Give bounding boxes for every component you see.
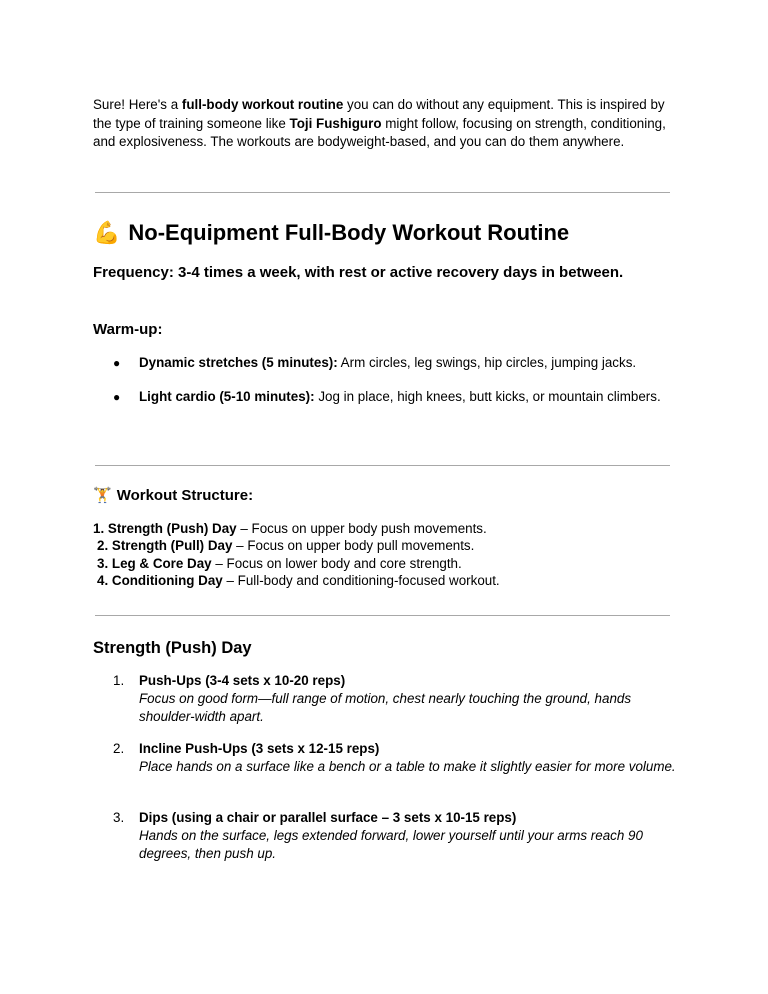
list-item: 3. Leg & Core Day – Focus on lower body and core strength. (97, 555, 462, 571)
flexed-biceps-icon: 💪 (93, 220, 121, 245)
exercise-description: Focus on good form—full range of motion, chest nearly touching the ground, hands shoulder-width apart. (139, 691, 632, 724)
bullet-icon: ● (113, 356, 121, 370)
intro-paragraph (93, 96, 683, 152)
exercise-description: Hands on the surface, legs extended forward, lower yourself until your arms reach 90 degrees, then push up. (139, 828, 643, 861)
workout-structure-title: Workout Structure: (116, 487, 254, 504)
push-day-heading: Strength (Push) Day (93, 639, 252, 657)
intro-text-1: Sure! Here's a (93, 97, 182, 112)
exercise-name: Push-Ups (3-4 sets x 10-20 reps) (139, 673, 346, 688)
list-item (113, 388, 683, 406)
exercise-item (113, 672, 683, 726)
workout-structure-heading (93, 485, 253, 506)
warmup-item-text: Arm circles, leg swings, hip circles, jumping jacks. (337, 355, 637, 370)
warmup-list-2 (113, 388, 683, 406)
divider (95, 465, 670, 466)
bullet-icon: ● (113, 390, 121, 404)
list-item: 1. Strength (Push) Day – Focus on upper body push movements. (93, 521, 487, 536)
frequency-heading: Frequency: 3-4 times a week, with rest or active recovery days in between. (93, 264, 624, 281)
intro-bold-1: full-body workout routine (181, 97, 344, 112)
exercise-description: Place hands on a surface like a bench or a table to make it slightly easier for more volume. (139, 759, 676, 774)
list-item (113, 354, 683, 372)
weightlifter-icon: 🏋 (93, 487, 112, 504)
workout-structure-list (93, 520, 500, 589)
divider (95, 192, 670, 193)
warmup-item-label: Light cardio (5-10 minutes): (139, 389, 315, 404)
list-item (113, 740, 683, 776)
intro-text-2: you can do without any equipment. This is inspired by the type of training someone like (93, 97, 665, 131)
list-item (113, 809, 683, 863)
list-item: 2. Strength (Pull) Day – Focus on upper body pull movements. (97, 538, 475, 554)
intro-bold-2: Toji Fushiguro (289, 115, 382, 131)
intro-text-3: might follow, focusing on strength, conditioning, and explosiveness. The workouts are bodyweight-based, and you can do them anywhere. (93, 115, 666, 150)
page-title (93, 218, 569, 248)
divider (95, 615, 670, 616)
list-number: 1. (113, 673, 125, 688)
exercise-name: Dips (using a chair or parallel surface – 3 sets x 10-15 reps) (139, 810, 517, 825)
list-item (113, 672, 683, 726)
exercise-name: Incline Push-Ups (3 sets x 12-15 reps) (139, 741, 380, 756)
warmup-item-label: Dynamic stretches (5 minutes): (139, 355, 338, 370)
list-number: 2. (113, 741, 125, 756)
exercise-item (113, 809, 683, 863)
list-item: 4. Conditioning Day – Full-body and conditioning-focused workout. (97, 572, 500, 588)
page-title-text: No-Equipment Full-Body Workout Routine (128, 220, 570, 245)
warmup-list (113, 354, 683, 372)
exercise-item (113, 740, 683, 776)
warmup-item-text: Jog in place, high knees, butt kicks, or mountain climbers. (314, 389, 661, 404)
warmup-heading: Warm-up: (93, 321, 163, 338)
list-number: 3. (113, 810, 125, 825)
